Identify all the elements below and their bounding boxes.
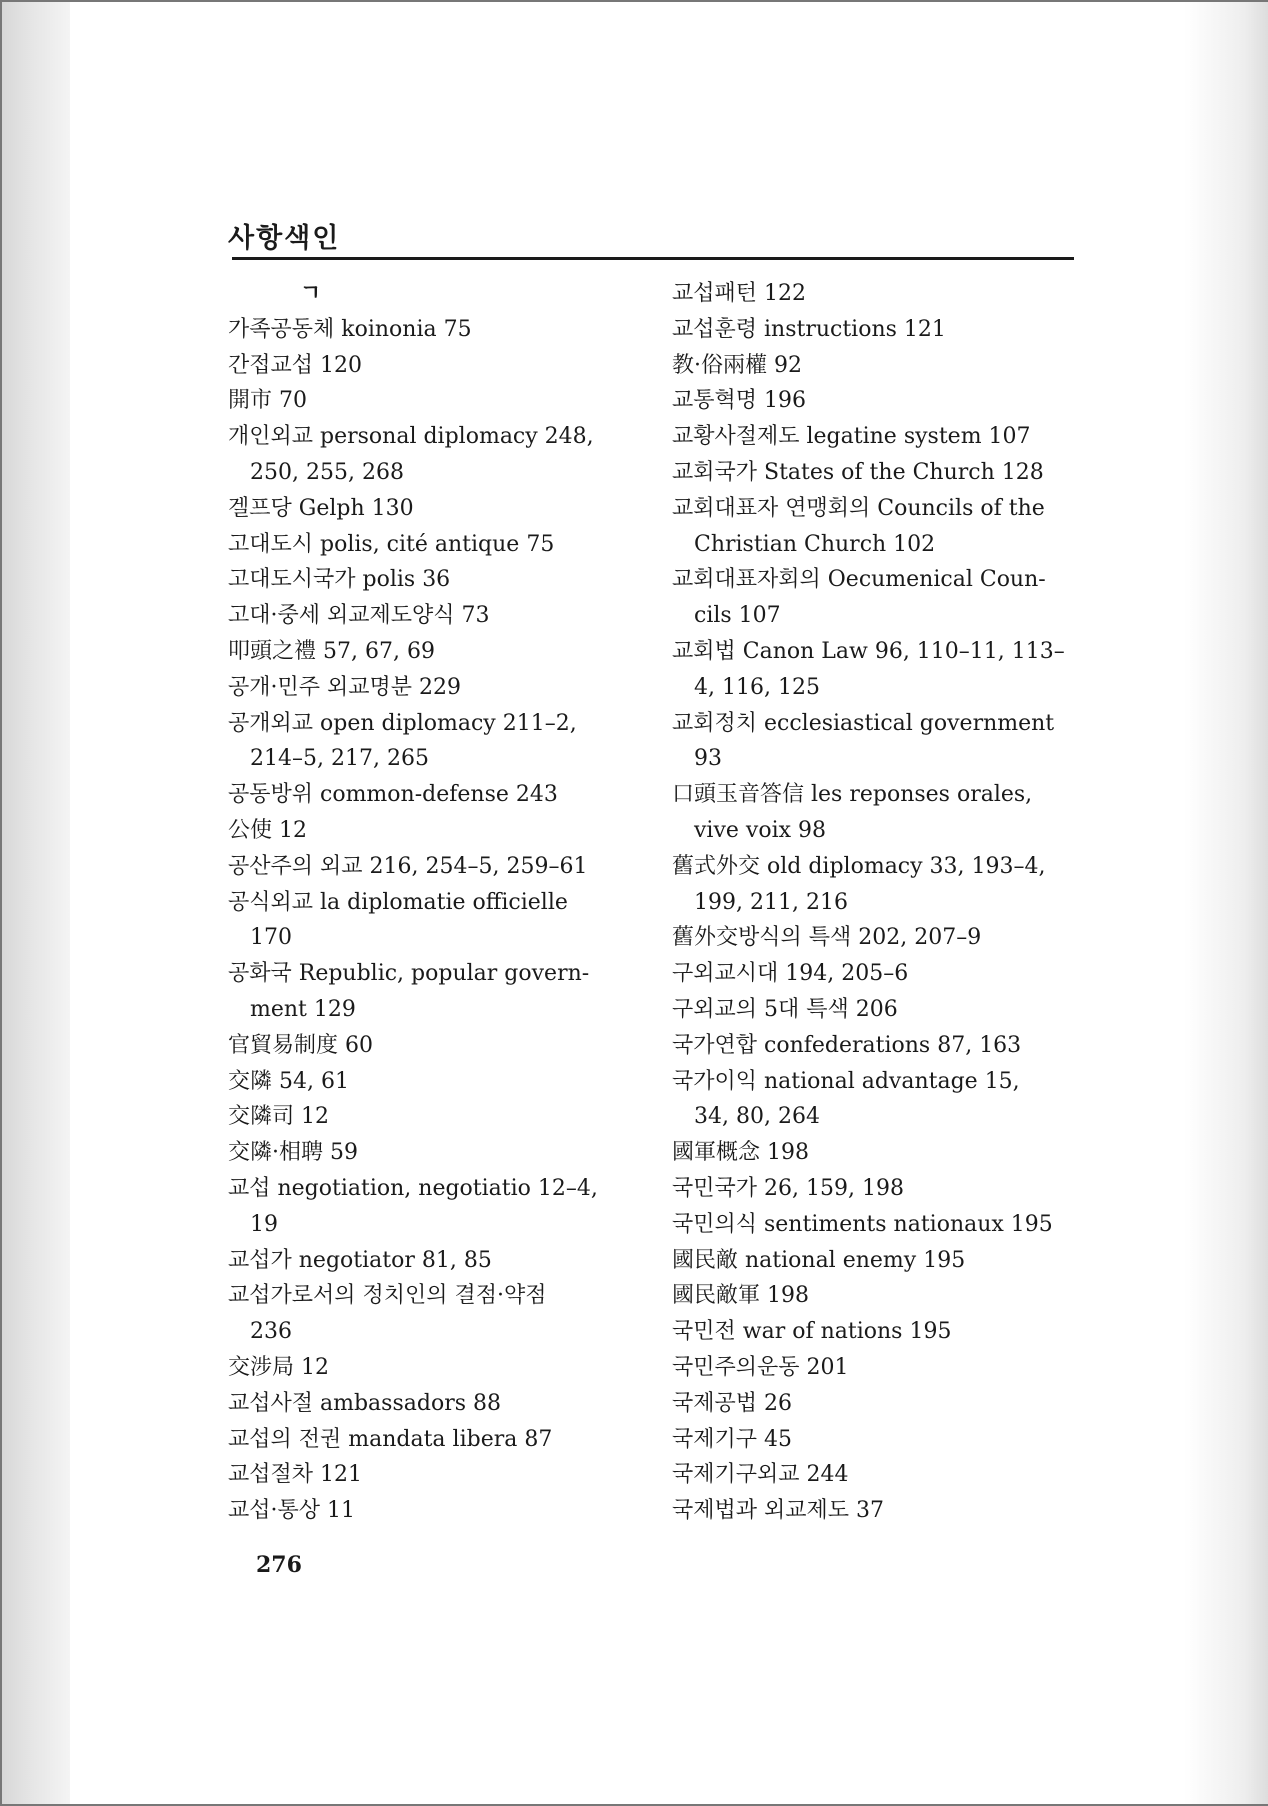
index-entry-continuation: 199, 211, 216: [694, 889, 848, 915]
index-entry-continuation: 4, 116, 125: [694, 674, 820, 700]
index-entry-continuation: 214–5, 217, 265: [250, 746, 429, 772]
index-entry: 국민주의운동 201: [672, 1354, 849, 1380]
index-entry: 開市 70: [228, 388, 307, 414]
index-entry: 국민국가 26, 159, 198: [672, 1175, 904, 1201]
index-entry: 교섭·통상 11: [228, 1498, 355, 1524]
index-entry: 교섭절차 121: [228, 1462, 362, 1488]
index-entry: 교회국가 States of the Church 128: [672, 459, 1044, 485]
index-entry: 국제기구 45: [672, 1426, 792, 1452]
index-letter-heading: ㄱ: [300, 280, 322, 306]
index-entry: 口頭玉音答信 les reponses orales,: [672, 782, 1033, 808]
index-entry: 교회대표자회의 Oecumenical Coun-: [672, 567, 1046, 593]
index-entry: 공식외교 la diplomatie officielle: [228, 889, 568, 915]
index-entry: 국가연합 confederations 87, 163: [672, 1032, 1022, 1058]
book-spine: [0, 0, 70, 1806]
index-entry: 交涉局 12: [228, 1354, 329, 1380]
index-entry: 官貿易制度 60: [228, 1032, 373, 1058]
index-entry: 고대·중세 외교제도양식 73: [228, 603, 490, 629]
index-entry: 가족공동체 koinonia 75: [228, 316, 472, 342]
index-entry: 국제법과 외교제도 37: [672, 1498, 884, 1524]
index-entry: 공동방위 common-defense 243: [228, 782, 558, 808]
index-entry-continuation: 170: [250, 925, 292, 951]
index-entry: 國民敵軍 198: [672, 1283, 809, 1309]
heading-rule: [232, 257, 1074, 260]
index-entry: 고대도시국가 polis 36: [228, 567, 451, 593]
index-entry-continuation: 250, 255, 268: [250, 459, 404, 485]
index-entry: 교섭 negotiation, negotiatio 12–4,: [228, 1175, 598, 1201]
index-entry: 교섭가로서의 정치인의 결점·약점: [228, 1283, 547, 1309]
index-entry-continuation: ment 129: [250, 996, 356, 1022]
index-entry: 교회정치 ecclesiastical government: [672, 710, 1055, 736]
page-number: 276: [256, 1552, 302, 1578]
index-entry: 교회법 Canon Law 96, 110–11, 113–: [672, 638, 1065, 664]
index-entry: 교통혁명 196: [672, 388, 806, 414]
index-entry: 개인외교 personal diplomacy 248,: [228, 424, 594, 450]
index-entry: 국민전 war of nations 195: [672, 1319, 952, 1345]
index-column-left: [228, 276, 648, 1529]
index-column-right: [672, 276, 1092, 1529]
index-entry: 交隣司 12: [228, 1104, 329, 1130]
index-entry-continuation: vive voix 98: [694, 817, 827, 843]
index-entry: 공개·민주 외교명분 229: [228, 674, 461, 700]
index-entry-continuation: 93: [694, 746, 722, 772]
index-entry: 간접교섭 120: [228, 352, 362, 378]
index-entry-continuation: 19: [250, 1211, 278, 1237]
index-entry: 교회대표자 연맹회의 Councils of the: [672, 495, 1045, 521]
index-entry-continuation: Christian Church 102: [694, 531, 936, 557]
index-entry: 舊式外交 old diplomacy 33, 193–4,: [672, 853, 1046, 879]
index-entry: 고대도시 polis, cité antique 75: [228, 531, 555, 557]
index-entry: 教·俗兩權 92: [672, 352, 802, 378]
index-entry-continuation: 34, 80, 264: [694, 1104, 820, 1130]
index-entry: 國民敵 national enemy 195: [672, 1247, 966, 1273]
index-entry-continuation: cils 107: [694, 603, 781, 629]
index-entry-continuation: 236: [250, 1319, 292, 1345]
index-entry: 교섭가 negotiator 81, 85: [228, 1247, 492, 1273]
index-entry: 구외교의 5대 특색 206: [672, 996, 898, 1022]
index-entry: 교섭사절 ambassadors 88: [228, 1390, 501, 1416]
index-entry: 국가이익 national advantage 15,: [672, 1068, 1020, 1094]
index-entry: 공화국 Republic, popular govern-: [228, 961, 590, 987]
index-heading: 사항색인: [228, 223, 341, 254]
index-entry: 국민의식 sentiments nationaux 195: [672, 1211, 1053, 1237]
index-entry: 교섭의 전권 mandata libera 87: [228, 1426, 553, 1452]
index-entry: 겔프당 Gelph 130: [228, 495, 414, 521]
index-entry: 교섭패턴 122: [672, 281, 806, 306]
index-entry: 국제기구외교 244: [672, 1462, 849, 1488]
index-entry: 구외교시대 194, 205–6: [672, 961, 909, 987]
index-entry: 국제공법 26: [672, 1390, 792, 1416]
index-entry: 叩頭之禮 57, 67, 69: [228, 638, 435, 664]
index-entry: 공산주의 외교 216, 254–5, 259–61: [228, 853, 588, 879]
index-entry: 舊外交방식의 특색 202, 207–9: [672, 925, 982, 951]
index-entry: 交隣·相聘 59: [228, 1140, 358, 1166]
index-entry: 公使 12: [228, 817, 307, 843]
index-entry: 공개외교 open diplomacy 211–2,: [228, 710, 577, 736]
index-entry: 國軍概念 198: [672, 1140, 809, 1166]
index-entry: 교섭훈령 instructions 121: [672, 316, 946, 342]
index-entry: 교황사절제도 legatine system 107: [672, 424, 1031, 450]
index-entry: 交隣 54, 61: [228, 1068, 349, 1094]
